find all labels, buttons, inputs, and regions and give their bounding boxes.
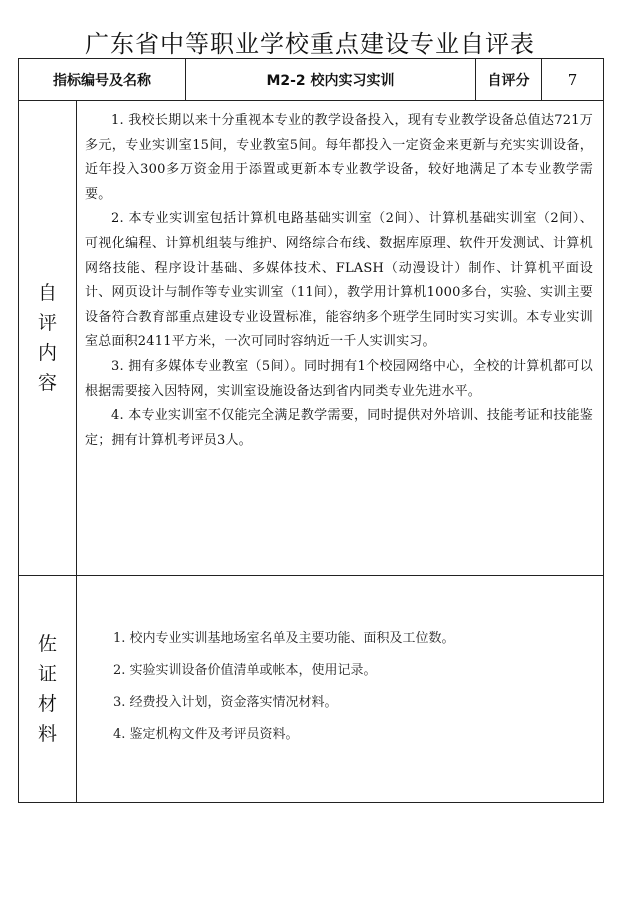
evidence-item: 3. 经费投入计划，资金落实情况材料。 [113,695,338,710]
evidence-row [19,576,604,803]
paragraph: 2. 本专业实训室包括计算机电路基础实训室（2间）、计算机基础实训室（2间）、可视化编程、计算机组装与维护、网络综合布线、数据库原理、软件开发测试、计算机网络技能、程序设计基础、多媒体技术、FLASH（动漫设计）制作、计算机平面设计、网页设计与制作等专业实训室（11间），教学用计算机1000多台，实验、实训主要设备符合教育部重点建设专业设置标准，能容纳多个班学生同时实习实训。本专业实训室总面积2411平方米，一次可同时容纳近一千人实训实习。 [85,211,593,350]
label-char: 料 [37,723,57,745]
paragraph: 4. 本专业实训室不仅能完全满足教学需要，同时提供对外培训、技能考证和技能鉴定；拥有计算机考评员3人。 [85,408,593,448]
score-label: 自评分 [476,59,542,101]
score-value: 7 [542,59,604,101]
label-char: 自 [37,282,57,304]
evidence-content [77,576,604,803]
evidence-item: 2. 实验实训设备价值清单或帐本，使用记录。 [113,663,377,678]
self-evaluation-table [18,58,604,803]
paragraph: 1. 我校长期以来十分重视本专业的教学设备投入，现有专业教学设备总值达721万多元，专业实训室15间，专业教室5间。每年都投入一定资金来更新与充实实训设备，近年投入300多万资金用于添置或更新本专业教学设备，较好地满足了本专业教学需要。 [85,113,593,202]
label-char: 评 [37,312,57,334]
self-eval-content [77,101,604,576]
evidence-label [19,576,77,803]
self-eval-label [19,101,77,576]
label-char: 佐 [37,633,57,655]
evidence-item: 1. 校内专业实训基地场室名单及主要功能、面积及工位数。 [113,631,455,646]
document-title: 广东省中等职业学校重点建设专业自评表 [85,30,535,58]
evidence-item: 4. 鉴定机构文件及考评员资料。 [113,727,299,742]
label-char: 材 [37,693,57,715]
header-row [19,59,604,101]
indicator-value: M2-2 校内实习实训 [186,59,476,101]
indicator-label: 指标编号及名称 [19,59,186,101]
self-eval-row [19,101,604,576]
label-char: 内 [37,342,57,364]
label-char: 容 [37,372,57,394]
label-char: 证 [37,663,57,685]
paragraph: 3. 拥有多媒体专业教室（5间）。同时拥有1个校园网络中心，全校的计算机都可以根据需要接入因特网，实训室设施设备达到省内同类专业先进水平。 [85,358,593,399]
